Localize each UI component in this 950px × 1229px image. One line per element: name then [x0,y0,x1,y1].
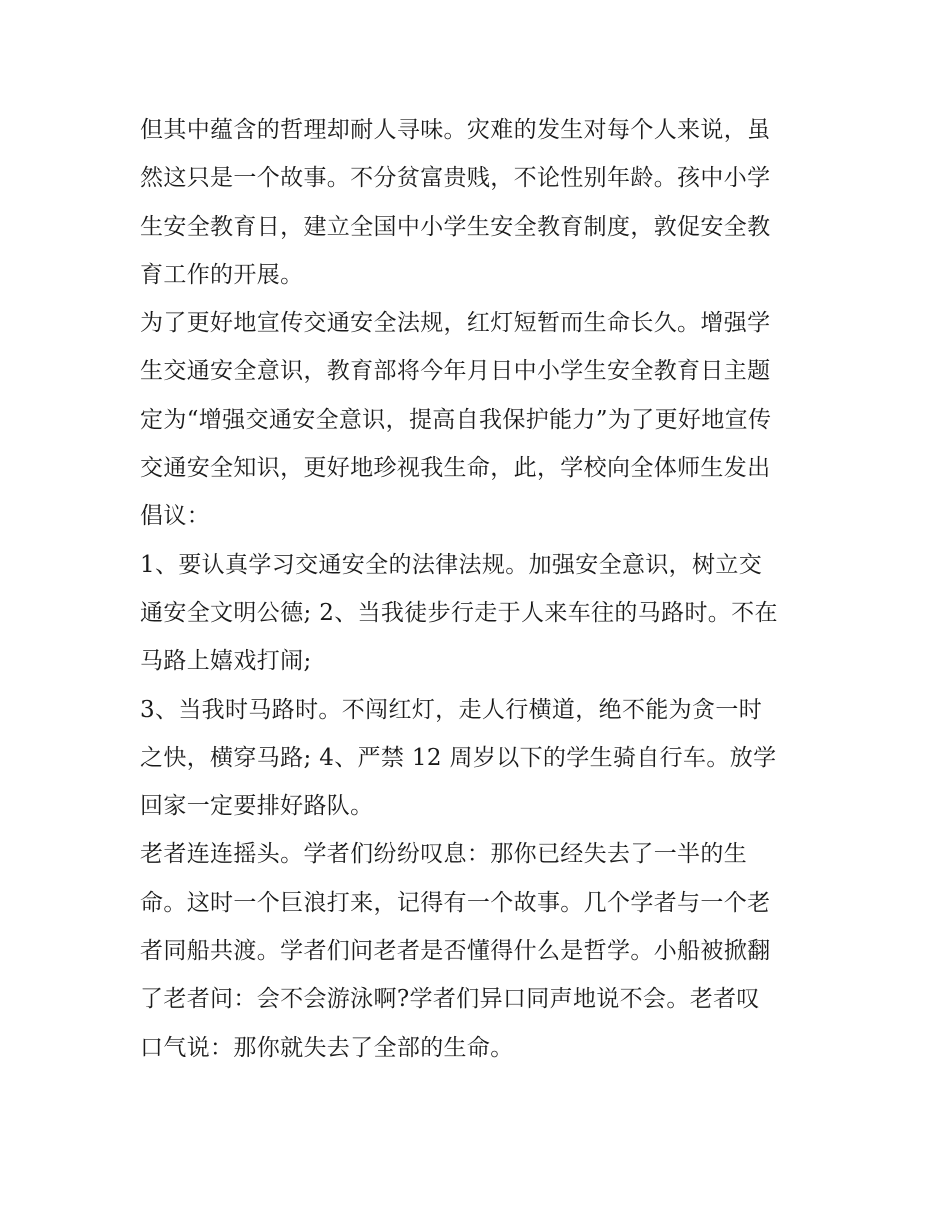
document-body [140,106,820,1072]
text-line: 了老者问：会不会游泳啊?学者们异口同声地说不会。老者叹 [140,986,760,1013]
text-line: 生安全教育日，建立全国中小学生安全教育制度，敦促安全教 [140,213,771,240]
text-line: 回家一定要排好路队。 [140,793,374,820]
text-line: 3、当我时马路时。不闯红灯，走人行横道，绝不能为贪一时 [140,696,763,723]
text-line: 命。这时一个巨浪打来，记得有一个故事。几个学者与一个老 [140,889,771,916]
text-line: 为了更好地宣传交通安全法规，红灯短暂而生命长久。增强学 [140,310,771,337]
text-line: 定为“增强交通安全意识，提高自我保护能力”为了更好地宣传 [140,406,772,433]
text-line: 之快，横穿马路; 4、严禁 12 周岁以下的学生骑自行车。放学 [140,744,777,771]
text-line: 倡议： [140,503,211,530]
text-line: 生交通安全意识，教育部将今年月日中小学生安全教育日主题 [140,358,771,385]
text-line: 老者连连摇头。学者们纷纷叹息：那你已经失去了一半的生 [140,841,748,868]
text-line: 然这只是一个故事。不分贫富贵贱，不论性别年龄。孩中小学 [140,165,771,192]
text-line: 口气说：那你就失去了全部的生命。 [140,1034,514,1061]
text-line: 者同船共渡。学者们问老者是否懂得什么是哲学。小船被掀翻 [140,938,771,965]
text-line: 马路上嬉戏打闹; [140,648,312,675]
text-line: 1、要认真学习交通安全的法律法规。加强安全意识，树立交 [140,551,763,578]
text-line: 育工作的开展。 [140,261,304,288]
text-line: 交通安全知识，更好地珍视我生命，此，学校向全体师生发出 [140,455,771,482]
text-line: 但其中蕴含的哲理却耐人寻味。灾难的发生对每个人来说，虽 [140,117,771,143]
text-line: 通安全文明公德; 2、当我徒步行走于人来车往的马路时。不在 [140,599,778,626]
